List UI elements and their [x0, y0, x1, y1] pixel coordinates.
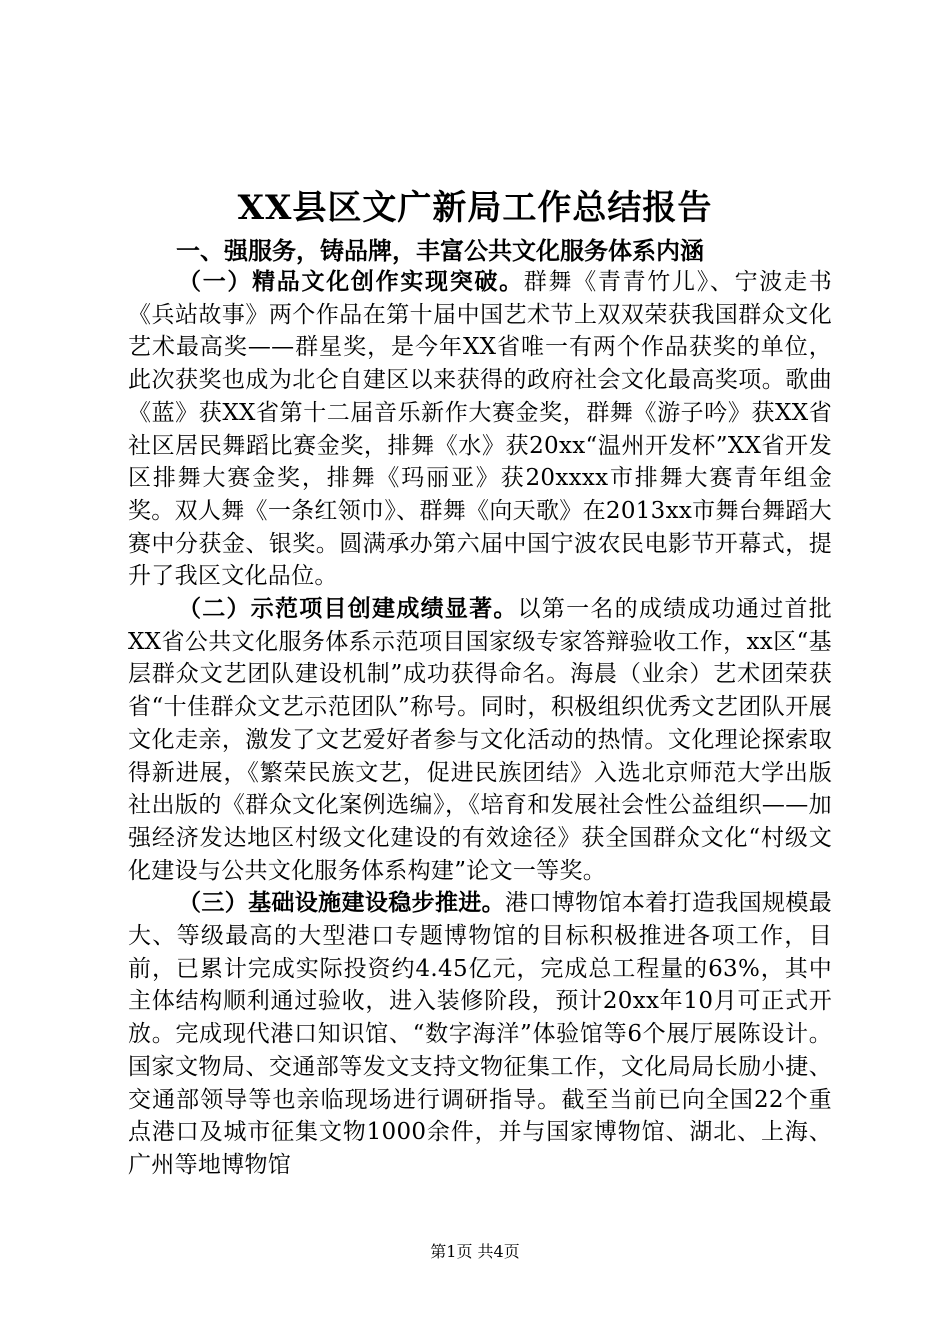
paragraph-3-text: 港口博物馆本着打造我国规模最大、等级最高的大型港口专题博物馆的目标积极推进各项工作，目前，已累计完成实际投资约4.45亿元，完成总工程量的63%，其中主体结构顺利通过验收，进入装修阶段，预计20xx年10月可正式开放。完成现代港口知识馆、“数字海洋”体验馆等6个展厅展陈设计。国家文物局、交通部等发文支持文物征集工作，文化局局长励小捷、交通部领导等也亲临现场进行调研指导。截至当前已向全国22个重点港口及城市征集文物1000余件，并与国家博物馆、湖北、上海、广州等地博物馆	[128, 890, 832, 1178]
paragraph-1-heading: （一）精品文化创作实现突破。	[178, 269, 524, 295]
paragraph-1-text: 群舞《青青竹儿》、宁波走书《兵站故事》两个作品在第十届中国艺术节上双双荣获我国群众文化艺术最高奖——群星奖，是今年XX省唯一有两个作品获奖的单位，此次获奖也成为北仑自建区以来获得的政府社会文化最高奖项。歌曲《蓝》获XX省第十二届音乐新作大赛金奖，群舞《游子吟》获XX省社区居民舞蹈比赛金奖，排舞《水》获20xx“温州开发杯”XX省开发区排舞大赛金奖，排舞《玛丽亚》获20xxxx市排舞大赛青年组金奖。双人舞《一条红领巾》、群舞《向天歌》在2013xx市舞台舞蹈大赛中分获金、银奖。圆满承办第六届中国宁波农民电影节开幕式，提升了我区文化品位。	[128, 269, 832, 590]
document-title: XX县区文广新局工作总结报告	[237, 188, 713, 228]
paragraph-2-heading: （二）示范项目创建成绩显著。	[178, 596, 518, 623]
paragraph-3-heading: （三）基础设施建设稳步推进。	[178, 890, 506, 917]
paragraph-1	[128, 266, 832, 593]
paragraph-2-text: 以第一名的成绩成功通过首批XX省公共文化服务体系示范项目国家级专家答辩验收工作，xx区“基层群众文艺团队建设机制”成功获得命名。海晨（业余）艺术团荣获省“十佳群众文艺示范团队”称号。同时，积极组织优秀文艺团队开展文化走亲，激发了文艺爱好者参与文化活动的热情。文化理论探索取得新进展，《繁荣民族文艺，促进民族团结》入选北京师范大学出版社出版的《群众文化案例选编》，《培育和发展社会性公益组织——加强经济发达地区村级文化建设的有效途径》获全国群众文化“村级文化建设与公共文化服务体系构建”论文一等奖。	[128, 596, 832, 884]
paragraph-2	[128, 593, 832, 887]
document-body	[128, 266, 832, 1182]
page-number-footer: 第1页 共4页	[430, 1242, 520, 1261]
paragraph-3	[128, 887, 832, 1181]
section-heading: 一、强服务，铸品牌，丰富公共文化服务体系内涵	[176, 237, 704, 265]
